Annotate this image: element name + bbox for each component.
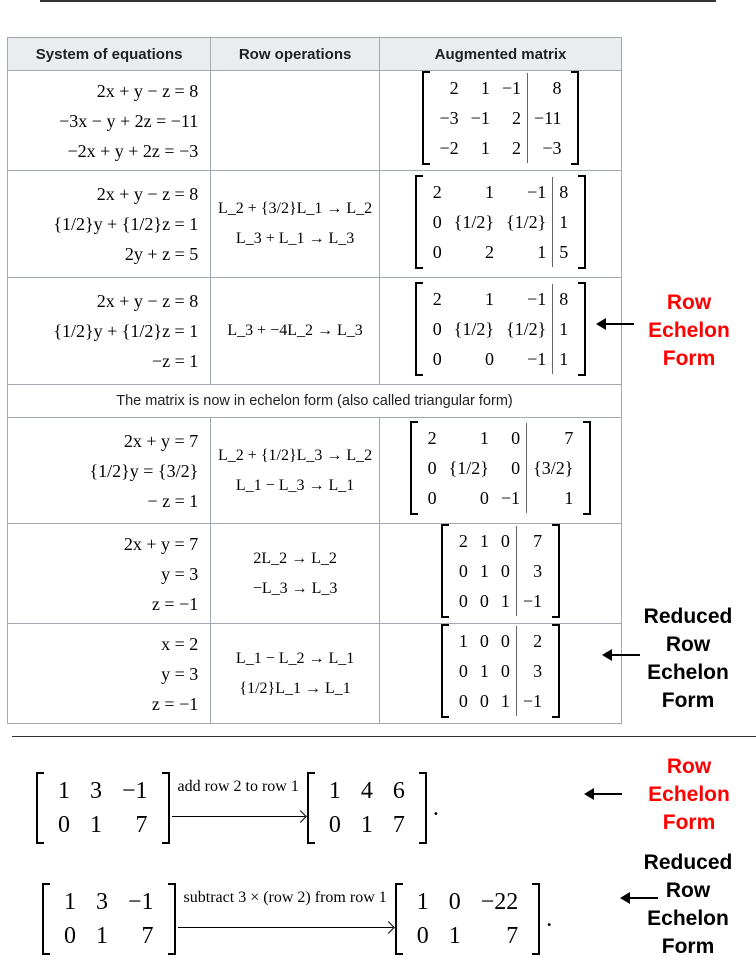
- matrix-cell: {3/2}: [526, 453, 579, 483]
- row-operation: L_3 + L_1 → L_3: [235, 230, 355, 247]
- matrix-cell: 0: [58, 812, 70, 838]
- left-bracket: [415, 282, 423, 376]
- augmented-matrix-cell: [379, 624, 621, 724]
- matrix-cell: 0: [479, 631, 489, 651]
- matrix-cell: 8: [527, 73, 567, 103]
- row-operations-cell: [211, 524, 380, 624]
- row-operation: −L_3 → L_3: [252, 579, 338, 597]
- matrix-cell: 0: [479, 488, 489, 508]
- equation-line: {1/2}y = {3/2}: [89, 460, 199, 481]
- row-operations-cell: [211, 418, 380, 524]
- matrix-grid: [449, 624, 552, 718]
- matrix-cell: 1: [90, 812, 102, 838]
- matrix-cell: 1: [360, 812, 373, 838]
- right-bracket: [571, 71, 579, 165]
- table-header-row: [8, 38, 622, 71]
- matrix-cell: 8: [552, 284, 574, 314]
- row-operations-cell: [211, 624, 380, 724]
- equation-line: − z = 1: [147, 490, 199, 511]
- header-system: System of equations: [8, 38, 211, 71]
- matrix-cell: 0: [416, 923, 429, 949]
- matrix-cell: 1: [552, 314, 574, 344]
- right-bracket: [162, 772, 170, 844]
- matrix-cell: 2: [427, 428, 437, 448]
- left-bracket: [441, 624, 449, 718]
- matrix-cell: {1/2}: [453, 211, 494, 232]
- equation-line: 2x + y − z = 8: [96, 184, 199, 204]
- matrix-cell: 2: [449, 78, 459, 98]
- matrix-cell: 4: [360, 778, 373, 804]
- matrix-cell: 0: [511, 458, 521, 478]
- matrix-cell: 0: [458, 561, 468, 581]
- right-bracket: [168, 883, 176, 955]
- left-bracket: [307, 772, 315, 844]
- period: .: [546, 905, 553, 932]
- matrix-cell: 0: [432, 211, 442, 232]
- matrix-cell: 0: [432, 318, 442, 339]
- matrix-cell: 1: [58, 778, 70, 804]
- right-bracket: [578, 282, 586, 376]
- right-bracket: [419, 772, 427, 844]
- matrix-cell: −1: [516, 586, 548, 616]
- matrix-cell: 8: [552, 177, 574, 207]
- matrix-cell: 0: [432, 348, 442, 369]
- matrix-grid: [44, 772, 162, 844]
- left-bracket: [395, 883, 403, 955]
- row-operation: 2L_2 → L_2: [253, 549, 337, 567]
- equation-line: z = −1: [151, 593, 199, 614]
- matrix-cell: 6: [392, 778, 405, 804]
- gaussian-elimination-table: [7, 37, 622, 724]
- matrix: [307, 772, 427, 844]
- header-row-operations: Row operations: [211, 38, 380, 71]
- matrix: [441, 624, 560, 718]
- matrix-cell: 1: [64, 889, 76, 915]
- matrix-cell: −1: [527, 348, 547, 369]
- matrix: [415, 175, 587, 269]
- matrix-cell: −3: [439, 108, 459, 128]
- matrix-cell: 2: [516, 626, 548, 656]
- matrix: [415, 282, 587, 376]
- table-row: [8, 418, 622, 524]
- matrix-cell: −11: [527, 103, 567, 133]
- period: .: [432, 794, 439, 821]
- matrix-cell: −1: [500, 488, 521, 508]
- table-row: [8, 624, 622, 724]
- matrix-cell: 0: [500, 661, 510, 681]
- row-operation: L_1 − L_3 → L_1: [235, 476, 355, 494]
- matrix-cell: 1: [479, 561, 489, 581]
- matrix-cell: 1: [458, 631, 468, 651]
- matrix-cell: 0: [458, 691, 468, 711]
- reduced-row-echelon-form-label-bottom: Reduced Row Echelon Form: [643, 851, 733, 958]
- table-row: [8, 71, 622, 171]
- row-operation: L_3 + −4L_2 → L_3: [227, 322, 363, 339]
- top-rule: [40, 0, 716, 2]
- matrix-grid: [430, 71, 572, 165]
- equation-line: −2x + y + 2z = −3: [67, 140, 199, 161]
- right-bracket: [552, 524, 560, 618]
- system-of-equations-cell: [8, 278, 211, 385]
- matrix-cell: 1: [500, 591, 510, 611]
- example-reduced-row-echelon: [42, 883, 552, 955]
- matrix-cell: 2: [484, 241, 494, 262]
- matrix-cell: 1: [500, 691, 510, 711]
- row-operation: L_2 + {1/2}L_3 → L_2: [218, 446, 373, 464]
- row-echelon-form-label-bottom: Row Echelon Form: [648, 755, 730, 834]
- matrix-grid: [403, 883, 533, 955]
- left-bracket: [36, 772, 44, 844]
- matrix-cell: 3: [96, 889, 108, 915]
- matrix-cell: −1: [527, 181, 547, 202]
- matrix-grid: [423, 282, 579, 376]
- system-of-equations-cell: [8, 71, 211, 171]
- row-operations-cell: [211, 171, 380, 278]
- table-row: [8, 278, 622, 385]
- matrix: [42, 883, 176, 955]
- matrix-cell: 2: [432, 181, 442, 202]
- matrix-cell: 1: [328, 778, 341, 804]
- matrix-cell: 1: [552, 207, 574, 237]
- equation-line: 2x + y = 7: [123, 430, 199, 451]
- matrix-cell: 1: [480, 138, 490, 158]
- matrix-cell: 0: [511, 428, 521, 448]
- augmented-matrix-cell: [379, 278, 621, 385]
- system-of-equations-cell: [8, 624, 211, 724]
- operation-label: subtract 3 × (row 2) from row 1: [183, 888, 387, 906]
- equation-line: 2x + y − z = 8: [96, 80, 199, 101]
- matrix-cell: 7: [141, 923, 154, 949]
- matrix-cell: 7: [135, 812, 148, 838]
- matrix-cell: 1: [526, 483, 579, 513]
- matrix-cell: 1: [552, 344, 574, 374]
- matrix-cell: 0: [64, 923, 76, 949]
- row-echelon-form-label: Row Echelon Form: [648, 291, 730, 370]
- left-bracket: [441, 524, 449, 618]
- reduced-row-echelon-form-label: Reduced Row Echelon Form: [643, 605, 733, 712]
- equation-line: x = 2: [161, 633, 199, 654]
- equation-line: −3x − y + 2z = −11: [59, 110, 199, 131]
- table-row: [8, 385, 622, 418]
- equation-line: {1/2}y + {1/2}z = 1: [53, 321, 199, 341]
- matrix-cell: 1: [480, 78, 490, 98]
- matrix-grid: [449, 524, 552, 618]
- matrix-cell: 7: [392, 812, 405, 838]
- augmented-matrix-cell: [379, 71, 621, 171]
- row-operations-cell: [211, 278, 380, 385]
- matrix-cell: {1/2}: [448, 458, 489, 478]
- matrix-cell: 0: [427, 458, 437, 478]
- matrix-grid: [50, 883, 168, 955]
- matrix-cell: −22: [480, 889, 519, 915]
- matrix-cell: 3: [516, 556, 548, 586]
- row-operation: {1/2}L_1 → L_1: [239, 679, 351, 697]
- echelon-form-note: The matrix is now in echelon form (also called triangular form): [8, 385, 622, 418]
- matrix-cell: 0: [448, 889, 461, 915]
- equation-line: y = 3: [161, 663, 199, 684]
- matrix-cell: 1: [484, 288, 494, 309]
- arrow-icon: [586, 793, 622, 795]
- matrix-cell: 2: [458, 531, 468, 551]
- matrix: [441, 524, 560, 618]
- matrix-cell: −1: [501, 78, 521, 98]
- matrix-cell: 0: [458, 661, 468, 681]
- right-bracket: [583, 421, 591, 515]
- matrix-cell: 1: [484, 181, 494, 202]
- equation-line: z = −1: [151, 693, 199, 714]
- matrix-cell: 0: [479, 691, 489, 711]
- row-operation: L_1 − L_2 → L_1: [235, 649, 355, 667]
- left-bracket: [42, 883, 50, 955]
- matrix-cell: 7: [526, 423, 579, 453]
- operation-label: add row 2 to row 1: [177, 777, 299, 795]
- table-row: [8, 524, 622, 624]
- matrix-grid: [315, 772, 419, 844]
- equation-line: 2x + y = 7: [123, 533, 199, 554]
- example-row-echelon: [36, 772, 439, 844]
- operation-arrow: [172, 778, 305, 839]
- matrix-grid: [418, 421, 584, 515]
- matrix-cell: 2: [511, 108, 521, 128]
- matrix-cell: 0: [427, 488, 437, 508]
- system-of-equations-cell: [8, 524, 211, 624]
- equation-line: {1/2}y + {1/2}z = 1: [53, 214, 199, 234]
- matrix-cell: 0: [479, 591, 489, 611]
- matrix-cell: −3: [527, 133, 567, 163]
- matrix: [410, 421, 592, 515]
- equation-line: −z = 1: [151, 351, 199, 371]
- matrix-cell: {1/2}: [453, 318, 494, 339]
- matrix-cell: −1: [527, 288, 547, 309]
- matrix-cell: −2: [439, 138, 459, 158]
- row-operations-cell: [211, 71, 380, 171]
- matrix-cell: 0: [484, 348, 494, 369]
- arrow-icon: [598, 323, 634, 325]
- matrix-cell: 0: [500, 631, 510, 651]
- augmented-matrix-cell: [379, 418, 621, 524]
- arrow-line: [178, 927, 393, 928]
- matrix-cell: 1: [537, 241, 547, 262]
- left-bracket: [415, 175, 423, 269]
- augmented-matrix-cell: [379, 171, 621, 278]
- matrix-cell: 1: [479, 531, 489, 551]
- matrix-cell: {1/2}: [505, 211, 547, 232]
- matrix-cell: −1: [128, 889, 154, 915]
- matrix-cell: 1: [479, 428, 489, 448]
- matrix-grid: [423, 175, 579, 269]
- left-bracket: [410, 421, 418, 515]
- matrix-cell: 0: [328, 812, 341, 838]
- matrix-cell: 1: [416, 889, 429, 915]
- matrix-cell: −1: [516, 686, 548, 716]
- header-augmented-matrix: Augmented matrix: [379, 38, 621, 71]
- augmented-matrix-cell: [379, 524, 621, 624]
- matrix: [422, 71, 580, 165]
- matrix-cell: −1: [470, 108, 490, 128]
- matrix-cell: 5: [552, 237, 574, 267]
- table-row: [8, 171, 622, 278]
- matrix-cell: 1: [96, 923, 108, 949]
- matrix-cell: 0: [500, 531, 510, 551]
- matrix-cell: −1: [122, 778, 148, 804]
- matrix-cell: 7: [516, 526, 548, 556]
- section-rule: [12, 736, 756, 737]
- equation-line: 2y + z = 5: [124, 244, 199, 264]
- right-bracket: [552, 624, 560, 718]
- matrix-cell: {1/2}: [505, 318, 547, 339]
- system-of-equations-cell: [8, 418, 211, 524]
- matrix-cell: 1: [479, 661, 489, 681]
- equation-line: y = 3: [161, 563, 199, 584]
- row-operation: L_2 + {3/2}L_1 → L_2: [218, 200, 373, 217]
- matrix-cell: 3: [516, 656, 548, 686]
- matrix-cell: 7: [506, 923, 519, 949]
- matrix-cell: 2: [432, 288, 442, 309]
- system-of-equations-cell: [8, 171, 211, 278]
- matrix-cell: 3: [90, 778, 102, 804]
- operation-arrow: [178, 889, 393, 950]
- equation-line: 2x + y − z = 8: [96, 291, 199, 311]
- right-bracket: [532, 883, 540, 955]
- matrix-cell: 1: [448, 923, 461, 949]
- matrix: [395, 883, 541, 955]
- arrow-line: [172, 816, 305, 817]
- matrix-cell: 0: [458, 591, 468, 611]
- matrix-cell: 0: [432, 241, 442, 262]
- matrix-cell: 2: [511, 138, 521, 158]
- right-bracket: [578, 175, 586, 269]
- matrix-cell: 0: [500, 561, 510, 581]
- matrix: [36, 772, 170, 844]
- left-bracket: [422, 71, 430, 165]
